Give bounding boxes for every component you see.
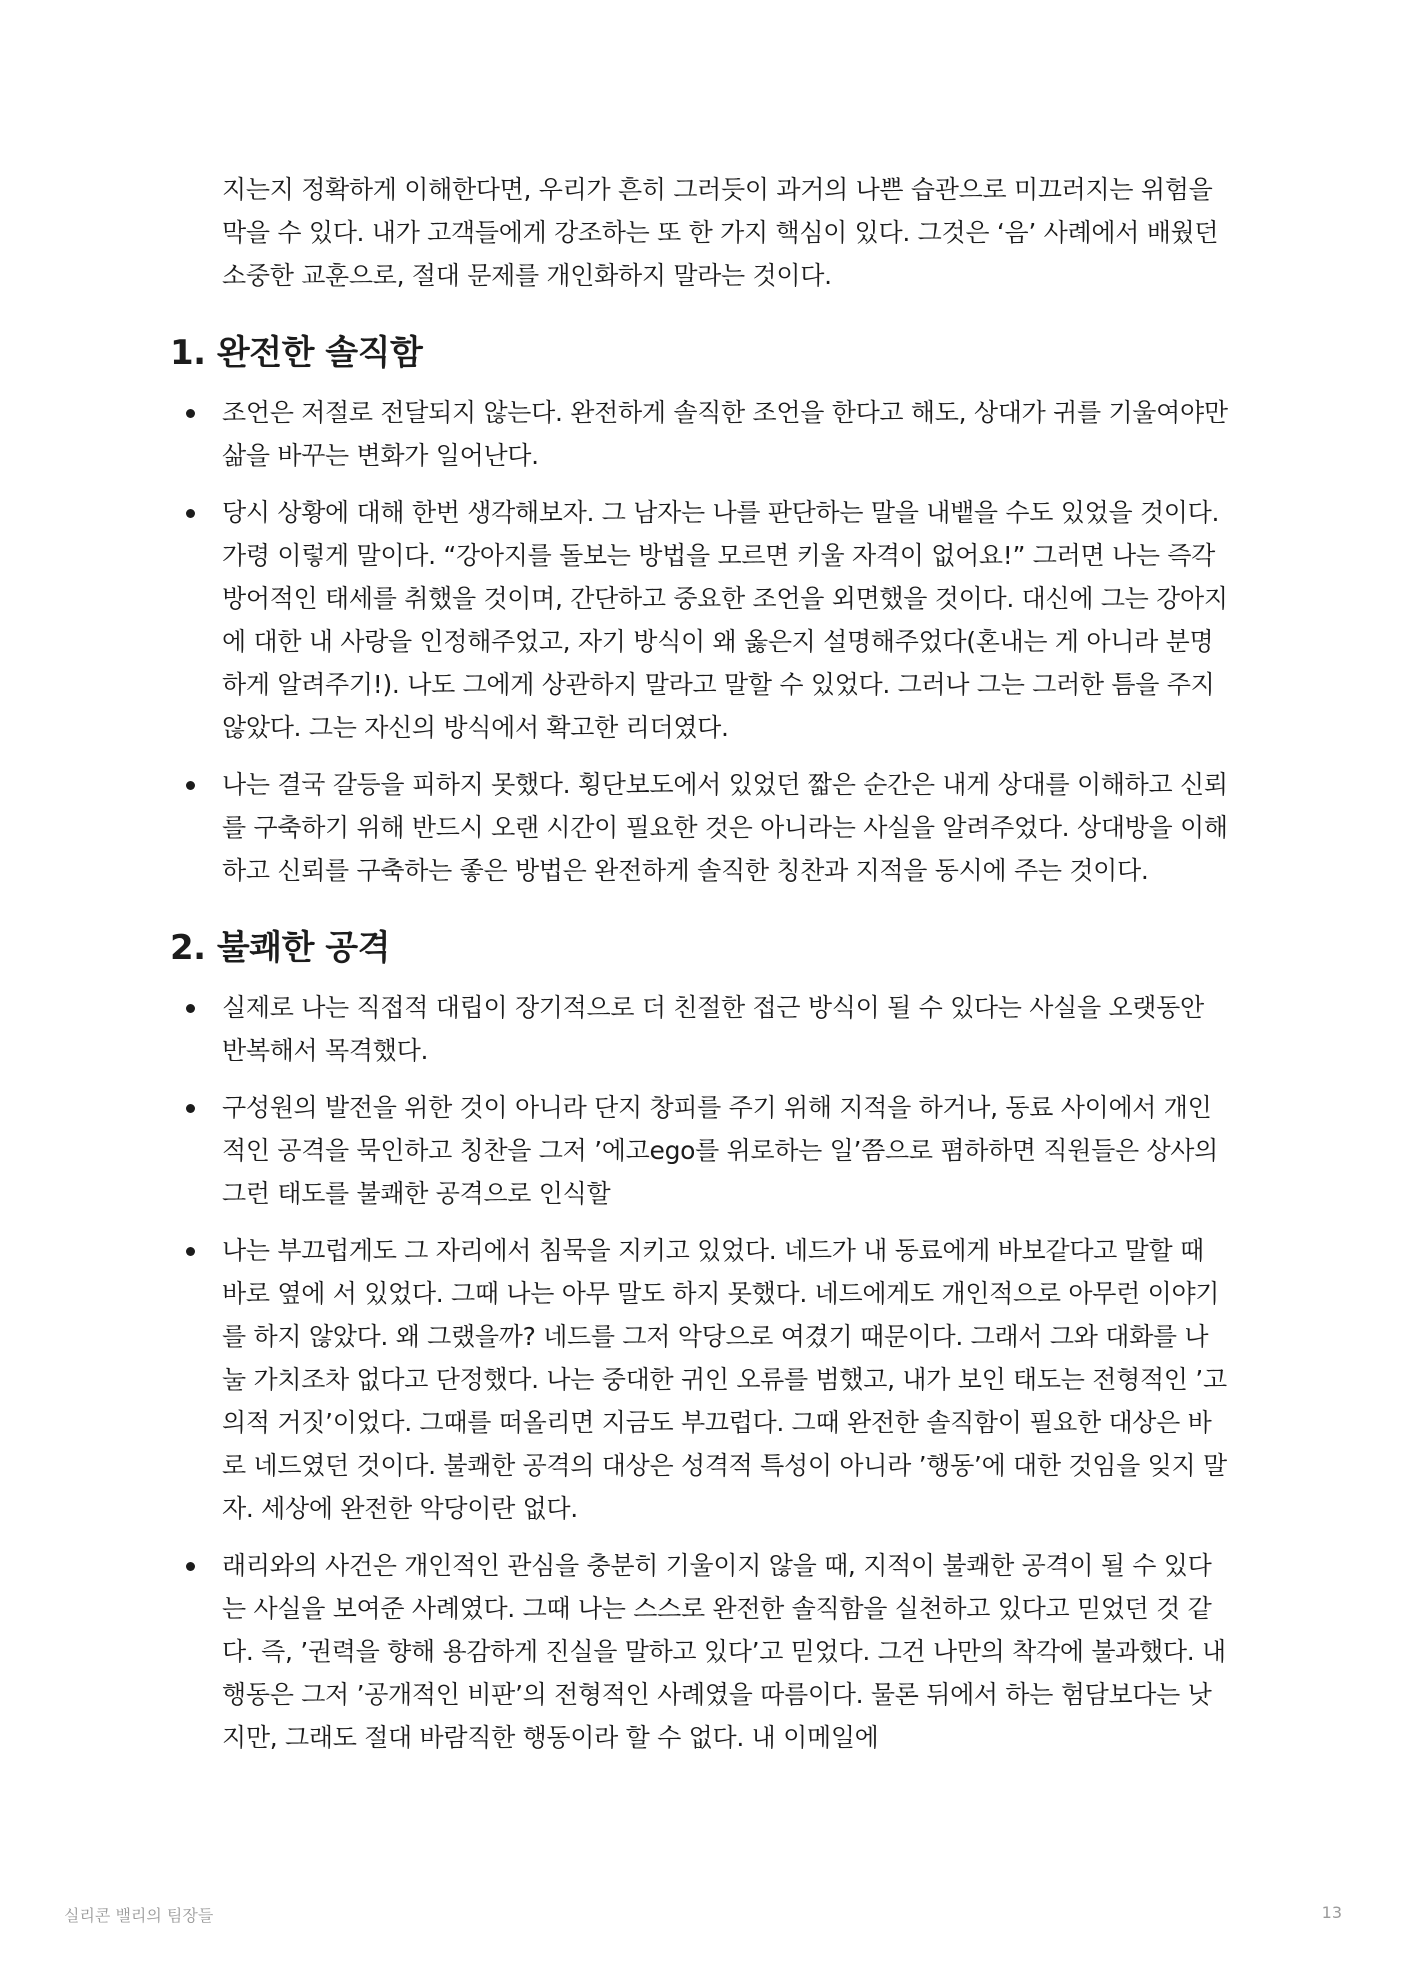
list-item: [0, 1544, 1232, 1759]
bullet-list-radical-candor: [0, 391, 1404, 892]
footer-book-title: 실리콘 밸리의 팀장들: [64, 1906, 214, 1925]
bullet-icon: [186, 1004, 195, 1013]
section-heading-obnoxious-aggression: 2. 불쾌한 공격: [170, 928, 390, 968]
list-item: [0, 1086, 1232, 1215]
list-item: [0, 763, 1232, 892]
bullet-icon: [186, 1247, 195, 1256]
list-item-text: 나는 결국 갈등을 피하지 못했다. 횡단보도에서 있었던 짧은 순간은 내게 상대를 이해하고 신뢰를 구축하기 위해 반드시 오랜 시간이 필요한 것은 아니라는 사실을 알려주었다. 상대방을 이해하고 신뢰를 구축하는 좋은 방법은 완전하게 솔직한 칭찬과 지적을 동시에 주는 것이다.: [222, 770, 1228, 885]
list-item-text: 조언은 저절로 전달되지 않는다. 완전하게 솔직한 조언을 한다고 해도, 상대가 귀를 기울여야만 삶을 바꾸는 변화가 일어난다.: [222, 398, 1228, 470]
intro-paragraph: 지는지 정확하게 이해한다면, 우리가 흔히 그러듯이 과거의 나쁜 습관으로 미끄러지는 위험을 막을 수 있다. 내가 고객들에게 강조하는 또 한 가지 핵심이 있다. 그것은 ‘음’ 사례에서 배웠던 소중한 교훈으로, 절대 문제를 개인화하지 말라는 것이다.: [222, 175, 1219, 290]
list-item-text: 구성원의 발전을 위한 것이 아니라 단지 창피를 주기 위해 지적을 하거나, 동료 사이에서 개인적인 공격을 묵인하고 칭찬을 그저 ’에고ego를 위로하는 일’쯤으로 폄하하면 직원들은 상사의 그런 태도를 불쾌한 공격으로 인식할: [222, 1093, 1219, 1208]
list-item: [0, 1229, 1232, 1530]
section-heading-radical-candor: 1. 완전한 솔직함: [170, 333, 423, 373]
list-item-text: 래리와의 사건은 개인적인 관심을 충분히 기울이지 않을 때, 지적이 불쾌한 공격이 될 수 있다는 사실을 보여준 사례였다. 그때 나는 스스로 완전한 솔직함을 실천하고 있다고 믿었던 것 같다. 즉, ’권력을 향해 용감하게 진실을 말하고 있다’고 믿었다. 그건 나만의 착각에 불과했다. 내 행동은 그저 ’공개적인 비판’의 전형적인 사례였을 따름이다. 물론 뒤에서 하는 험담보다는 낫지만, 그래도 절대 바람직한 행동이라 할 수 없다. 내 이메일에: [222, 1551, 1226, 1752]
bullet-icon: [186, 1104, 195, 1113]
page-content: [0, 168, 1404, 1773]
footer-page-number: 13: [1321, 1903, 1342, 1922]
bullet-icon: [186, 509, 195, 518]
bullet-icon: [186, 781, 195, 790]
list-item-text: 당시 상황에 대해 한번 생각해보자. 그 남자는 나를 판단하는 말을 내뱉을 수도 있었을 것이다. 가령 이렇게 말이다. “강아지를 돌보는 방법을 모르면 키울 자격이 없어요!” 그러면 나는 즉각 방어적인 태세를 취했을 것이며, 간단하고 중요한 조언을 외면했을 것이다. 대신에 그는 강아지에 대한 내 사랑을 인정해주었고, 자기 방식이 왜 옳은지 설명해주었다(혼내는 게 아니라 분명하게 알려주기!). 나도 그에게 상관하지 말라고 말할 수 있었다. 그러나 그는 그러한 틈을 주지 않았다. 그는 자신의 방식에서 확고한 리더였다.: [222, 498, 1228, 742]
list-item-text: 나는 부끄럽게도 그 자리에서 침묵을 지키고 있었다. 네드가 내 동료에게 바보같다고 말할 때 바로 옆에 서 있었다. 그때 나는 아무 말도 하지 못했다. 네드에게도 개인적으로 아무런 이야기를 하지 않았다. 왜 그랬을까? 네드를 그저 악당으로 여겼기 때문이다. 그래서 그와 대화를 나눌 가치조차 없다고 단정했다. 나는 중대한 귀인 오류를 범했고, 내가 보인 태도는 전형적인 ’고의적 거짓’이었다. 그때를 떠올리면 지금도 부끄럽다. 그때 완전한 솔직함이 필요한 대상은 바로 네드였던 것이다. 불쾌한 공격의 대상은 성격적 특성이 아니라 ’행동’에 대한 것임을 잊지 말자. 세상에 완전한 악당이란 없다.: [222, 1236, 1227, 1523]
bullet-icon: [186, 409, 195, 418]
list-item: [0, 491, 1232, 749]
list-item-text: 실제로 나는 직접적 대립이 장기적으로 더 친절한 접근 방식이 될 수 있다는 사실을 오랫동안 반복해서 목격했다.: [222, 993, 1204, 1065]
list-item: [0, 986, 1232, 1072]
list-item: [0, 391, 1232, 477]
bullet-list-obnoxious-aggression: [0, 986, 1404, 1759]
bullet-icon: [186, 1562, 195, 1571]
